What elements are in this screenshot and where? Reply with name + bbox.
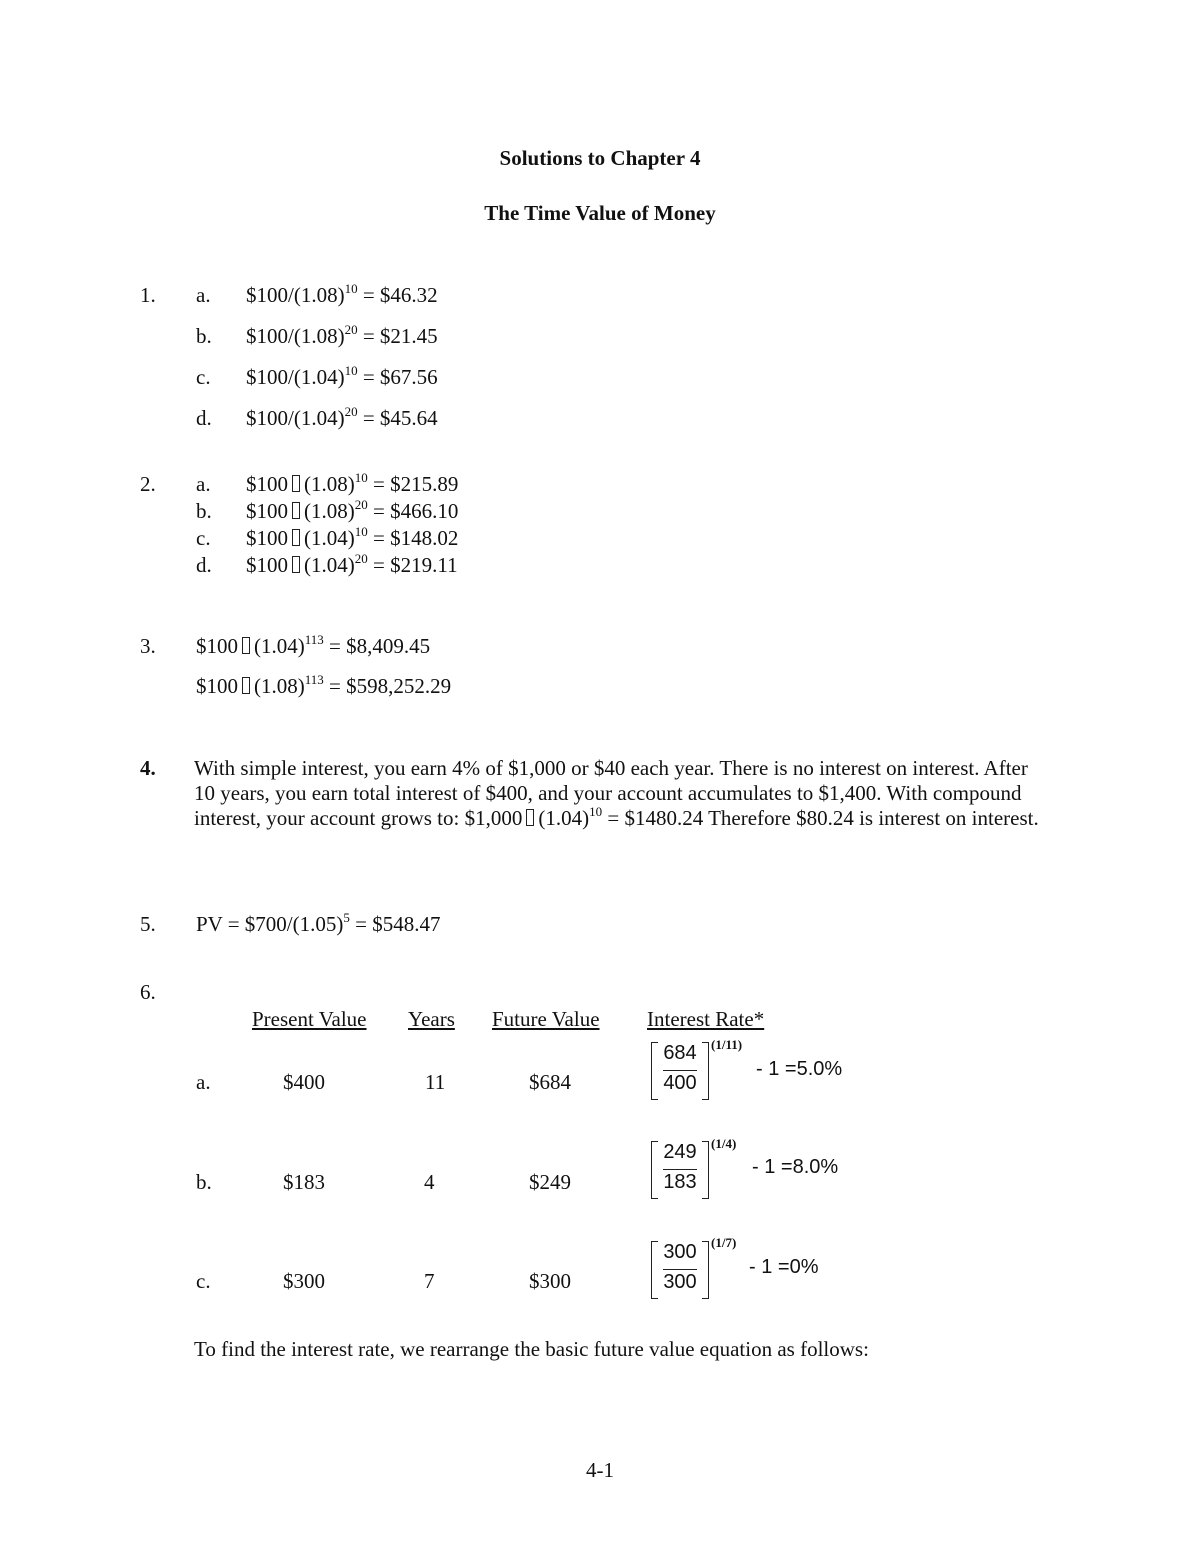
item-label: c.	[196, 365, 211, 389]
exponent: (1/4)	[711, 1136, 737, 1151]
fraction: 300 300	[651, 1241, 709, 1297]
equation: $100 $(1.08)^{10}$ = $215.89	[246, 470, 459, 496]
equation: $\$100/(1.04)^{20}$ = $45.64	[246, 404, 438, 430]
page-title: Solutions to Chapter 4	[499, 146, 701, 170]
item-label: c.	[196, 526, 211, 550]
fraction: 249 183	[651, 1141, 709, 1197]
equation: $\$100/(1.08)^{20}$ = $21.45	[246, 322, 438, 348]
missing-glyph-icon	[526, 809, 534, 826]
missing-glyph-icon	[292, 502, 300, 519]
equation: $\$100/(1.04)^{10}$ = $67.56	[246, 363, 438, 389]
problem-number: 5.	[140, 912, 156, 936]
column-header: Interest Rate*	[647, 1007, 765, 1031]
equation: $100 $(1.08)^{113}$ = $598,252.29	[196, 672, 452, 698]
equation: $100 $(1.04)^{113}$ = $8,409.45	[196, 632, 431, 658]
present-value: $300	[283, 1269, 325, 1293]
years: 7	[424, 1269, 435, 1293]
page-number: 4-1	[586, 1458, 614, 1482]
footnote-text: To find the interest rate, we rearrange the basic future value equation as follows:	[194, 1337, 869, 1361]
item-label: a.	[196, 472, 211, 496]
interest-rate: - 1 =5.0%	[756, 1058, 843, 1080]
missing-glyph-icon	[292, 475, 300, 492]
future-value: $249	[529, 1170, 571, 1194]
missing-glyph-icon	[242, 637, 250, 654]
present-value: $183	[283, 1170, 325, 1194]
item-label: b.	[196, 324, 212, 348]
item-label: b.	[196, 499, 212, 523]
column-header: Future Value	[492, 1007, 600, 1031]
exponent: (1/11)	[711, 1037, 743, 1052]
column-header: Present Value	[252, 1007, 367, 1031]
years: 4	[424, 1170, 435, 1194]
equation: $\$100/(1.08)^{10}$ = $46.32	[246, 281, 438, 307]
row-label: c.	[196, 1269, 211, 1293]
row-label: a.	[196, 1070, 211, 1094]
interest-rate: - 1 =8.0%	[752, 1156, 839, 1178]
problem-number: 2.	[140, 472, 156, 496]
equation: PV = $\$700/(1.05)^5$ = $548.47	[196, 910, 441, 936]
interest-rate: - 1 =0%	[749, 1256, 819, 1278]
item-label: a.	[196, 283, 211, 307]
equation: $100 $(1.04)^{10}$ = $148.02	[246, 524, 459, 550]
exponent: (1/7)	[711, 1235, 737, 1250]
years: 11	[425, 1070, 446, 1094]
problem-number: 1.	[140, 283, 156, 307]
problem-4-text: With simple interest, you earn 4% of $1,000 or $40 each year. There is no interest on interest. After 10 years, you earn total interest of $400, and your account accumulates to $1,400. With compound interest, your account grows to: $1,000 $(1.04)^{10}$ = $1480.24 Therefore $80.24 is interest on interest.	[194, 756, 1039, 830]
equation: $100 $(1.04)^{20}$ = $219.11	[246, 551, 458, 577]
problem-number: 4.	[140, 756, 156, 780]
fraction: 684 400	[651, 1042, 709, 1098]
column-header: Years	[408, 1007, 455, 1031]
present-value: $400	[283, 1070, 325, 1094]
equation: $100 $(1.08)^{20}$ = $466.10	[246, 497, 459, 523]
page-subtitle: The Time Value of Money	[484, 201, 716, 225]
item-label: d.	[196, 553, 212, 577]
future-value: $684	[529, 1070, 571, 1094]
missing-glyph-icon	[292, 529, 300, 546]
row-label: b.	[196, 1170, 212, 1194]
missing-glyph-icon	[292, 556, 300, 573]
problem-number: 6.	[140, 980, 156, 1004]
problem-number: 3.	[140, 634, 156, 658]
missing-glyph-icon	[242, 677, 250, 694]
item-label: d.	[196, 406, 212, 430]
future-value: $300	[529, 1269, 571, 1293]
